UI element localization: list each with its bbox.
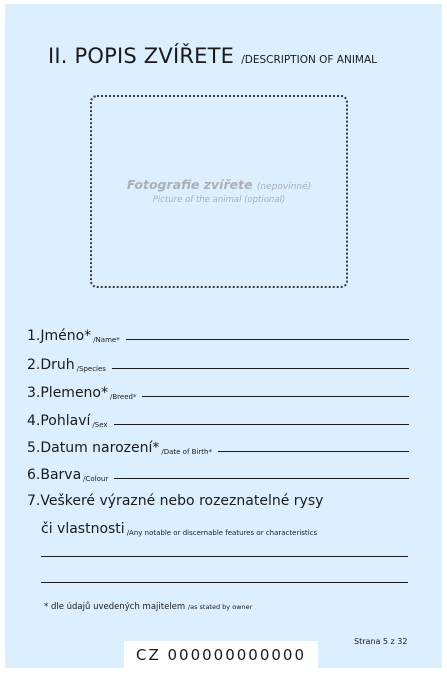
- field-features-line2: [41, 519, 317, 537]
- field-species: [27, 355, 409, 373]
- photo-caption-optional: (nepovinné): [256, 182, 312, 192]
- field-number: 1.: [27, 328, 41, 344]
- field-label: Plemeno*: [40, 385, 108, 401]
- section-heading: [48, 44, 377, 68]
- field-label-en: /Name*: [93, 336, 120, 344]
- photo-box[interactable]: [90, 95, 348, 288]
- field-label-en: /Date of Birth*: [161, 448, 212, 456]
- field-breed: [27, 383, 409, 401]
- field-label-line2: či vlastnosti: [41, 521, 125, 537]
- owner-note: [44, 602, 252, 612]
- photo-caption-cz-text: Fotografie zvířete: [126, 177, 253, 192]
- field-label-en: /Any notable or discernable features or characteristics: [126, 529, 318, 537]
- field-species-line[interactable]: [112, 368, 409, 369]
- field-number: 6.: [27, 467, 41, 483]
- field-label-en: /Colour: [83, 475, 109, 483]
- field-number: 5.: [27, 440, 41, 456]
- field-label-en: /Breed*: [110, 393, 137, 401]
- field-label-en: /Species: [76, 365, 106, 373]
- field-label: Pohlaví: [40, 413, 91, 429]
- field-colour: [27, 465, 409, 483]
- field-label: Barva: [40, 467, 82, 483]
- field-breed-line[interactable]: [142, 396, 409, 397]
- passport-serial-number: CZ 000000000000: [124, 641, 318, 668]
- owner-note-en: /as stated by owner: [187, 603, 253, 611]
- field-sex: [27, 411, 409, 429]
- field-number: 2.: [27, 357, 41, 373]
- features-line-2[interactable]: [41, 582, 408, 583]
- field-label-en: /Sex: [92, 421, 108, 429]
- field-label: Druh: [40, 357, 75, 373]
- field-number: 4.: [27, 413, 41, 429]
- field-number: 3.: [27, 385, 41, 401]
- field-date-of-birth-line[interactable]: [218, 451, 409, 452]
- field-sex-line[interactable]: [114, 424, 409, 425]
- section-subtitle: /DESCRIPTION OF ANIMAL: [241, 54, 378, 66]
- field-features: [27, 491, 323, 509]
- field-label: Jméno*: [40, 328, 92, 344]
- owner-note-cz: * dle údajů uvedených majitelem: [44, 602, 186, 612]
- field-name: [27, 326, 409, 344]
- section-title: II. POPIS ZVÍŘETE: [48, 44, 235, 68]
- photo-caption-en: Picture of the animal (optional): [152, 195, 286, 205]
- field-name-line[interactable]: [126, 339, 409, 340]
- field-colour-line[interactable]: [114, 478, 409, 479]
- field-label: Veškeré výrazné nebo rozeznatelné rysy: [40, 493, 324, 509]
- photo-caption-cz: [92, 177, 346, 192]
- field-label: Datum narození*: [40, 440, 160, 456]
- field-date-of-birth: [27, 438, 409, 456]
- page-number: Strana 5 z 32: [354, 637, 408, 646]
- features-line-1[interactable]: [41, 556, 408, 557]
- field-number: 7.: [27, 493, 41, 509]
